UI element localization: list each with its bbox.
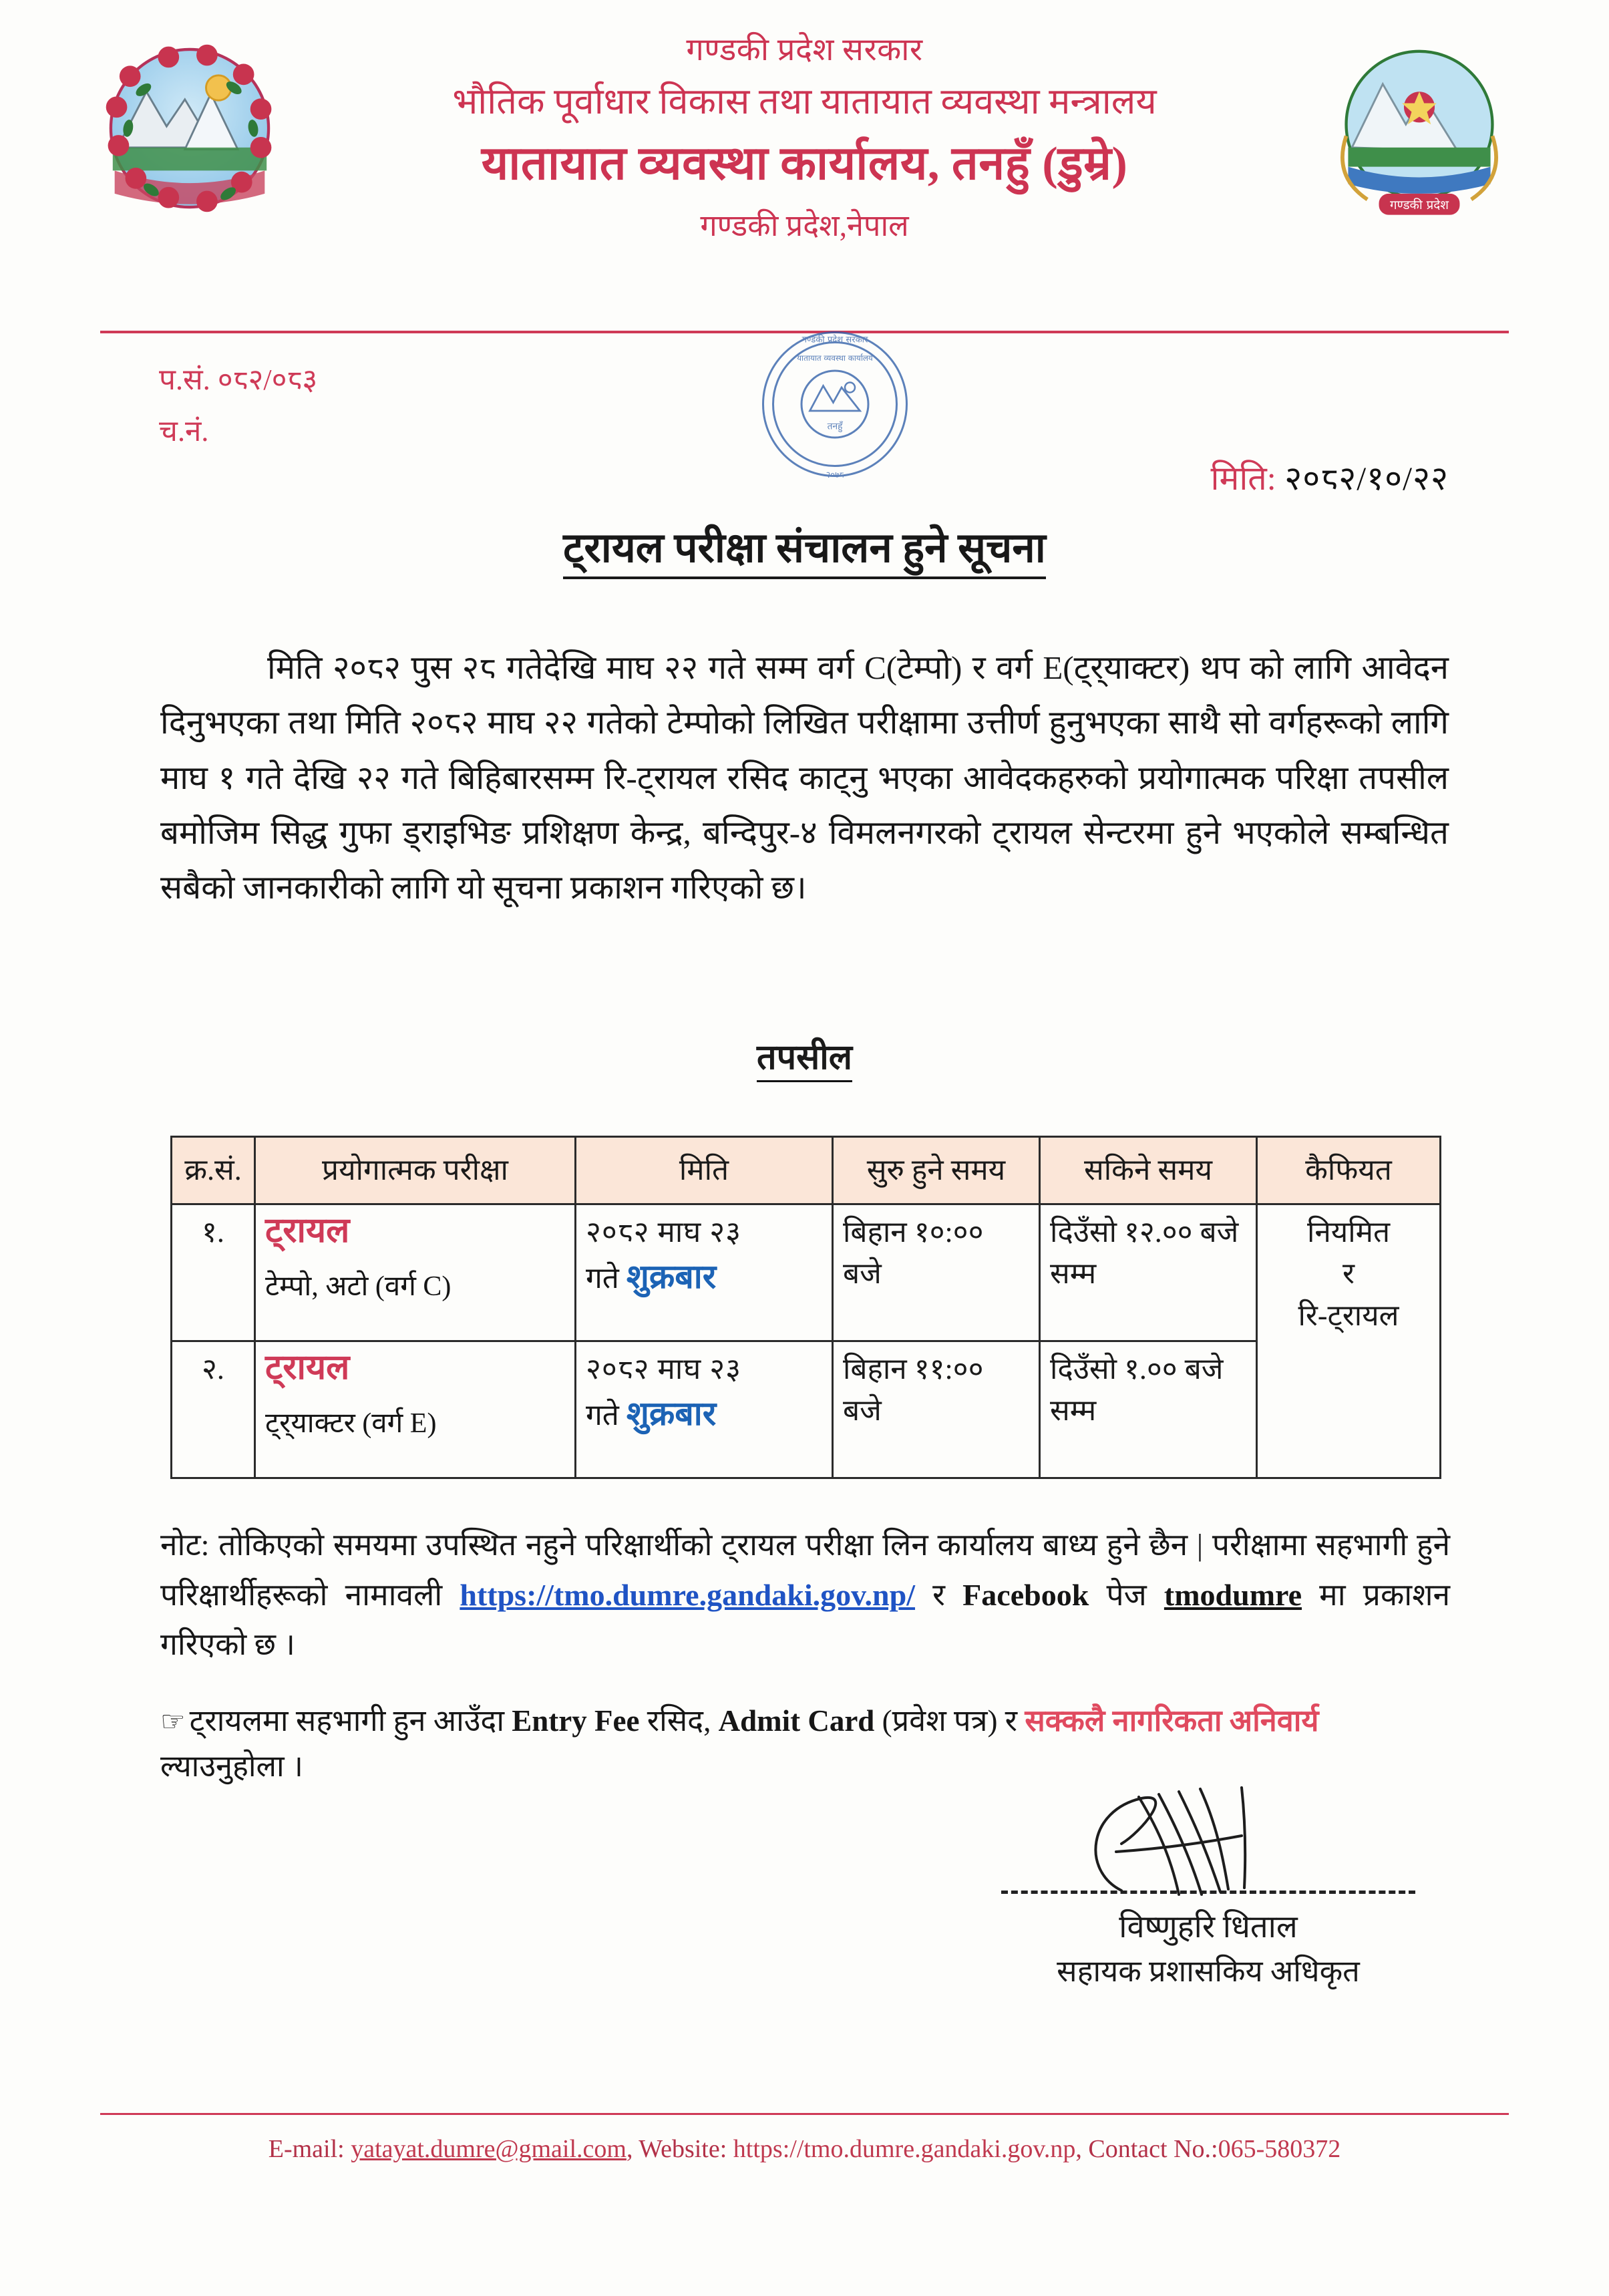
svg-text:यातायात व्यवस्था कार्यालय: यातायात व्यवस्था कार्यालय <box>797 353 873 363</box>
note-text-part-1: नोट: तोकिएको समयमा उपस्थित नहुने परिक्षार्थीको ट्रायल परीक्षा लिन कार्यालय बाध्य हुने छैन | परीक्षामा सहभागी हुने परिक्षार्थीहरूको नामावली <box>160 1528 1450 1612</box>
reference-block <box>159 354 317 457</box>
website-address[interactable]: https://tmo.dumre.gandaki.gov.np <box>733 2135 1076 2163</box>
office-name: यातायात व्यवस्था कार्यालय, तनहुँ (डुम्रे) <box>481 138 1128 190</box>
svg-text:२०७८: २०७८ <box>826 470 844 480</box>
exam-type: ट्रायल <box>265 1212 350 1250</box>
office-round-seal <box>748 321 922 488</box>
patra-sankhya: प.सं. ०८२/०८३ <box>159 363 318 396</box>
signature-block <box>1001 1797 1415 1993</box>
admit-card-label: Admit Card <box>718 1704 875 1738</box>
namavali-link[interactable]: https://tmo.dumre.gandaki.gov.np/ <box>460 1577 916 1612</box>
facebook-page-name[interactable]: tmodumre <box>1164 1577 1302 1612</box>
footer-contact <box>0 2134 1609 2164</box>
entry-fee-label: Entry Fee <box>512 1704 640 1738</box>
svg-text:गण्डकी प्रदेश: गण्डकी प्रदेश <box>1390 198 1449 212</box>
req-text-part-3: (प्रवेश पत्र) र <box>874 1704 1025 1738</box>
req-text-part-1: ट्रायलमा सहभागी हुन आउँदा <box>189 1704 512 1738</box>
req-text-part-2: रसिद, <box>639 1704 719 1738</box>
table-row <box>172 1341 1441 1478</box>
government-name: गण्डकी प्रदेश सरकार <box>686 33 923 67</box>
note-text-part-4: मा प्रकाशन गरिएको छ । <box>160 1577 1450 1662</box>
remarks-line-1: नियमित <box>1306 1216 1391 1249</box>
exam-date-gate: गते <box>586 1262 619 1295</box>
tapasil-heading <box>0 1032 1609 1080</box>
handwritten-signature <box>1001 1797 1415 1891</box>
email-label: E-mail: <box>268 2135 351 2163</box>
contact-label: , Contact No.: <box>1075 2135 1218 2163</box>
row-exam-cell <box>255 1341 576 1478</box>
exam-weekday: शुक्रबार <box>626 1395 717 1433</box>
exam-date: २०८२ माघ २३ <box>586 1353 741 1385</box>
pointing-hand-icon: ☞ <box>160 1707 186 1738</box>
column-header-exam: प्रयोगात्मक परीक्षा <box>255 1137 576 1204</box>
column-header-start: सुरु हुने समय <box>833 1137 1040 1204</box>
exam-type: ट्रायल <box>265 1349 350 1387</box>
website-label: , Website: <box>626 2135 733 2163</box>
req-text-part-4: ल्याउनुहोला । <box>160 1749 303 1783</box>
exam-date-gate: गते <box>586 1399 619 1432</box>
chalani-number: च.नं. <box>159 415 209 448</box>
notice-body-paragraph: मिति २०८२ पुस २८ गतेदेखि माघ २२ गते सम्म वर्ग C(टेम्पो) र वर्ग E(ट्र्याक्टर) थप को लागि आवेदन दिनुभएका तथा मिति २०८२ माघ २२ गतेको टेम्पोको लिखित परीक्षामा उत्तीर्ण हुनुभएका साथै सो वर्गहरूको लागि माघ १ गते देखि २२ गते बिहिबारसम्म रि-ट्रायल रसिद काट्नु भएका आवेदकहरुको प्रयोगात्मक परिक्षा तपसील बमोजिम सिद्ध गुफा ड्राइभिङ प्रशिक्षण केन्द्र, बन्दिपुर-४ विमलनगरको ट्रायल सेन्टरमा हुने भएकोले सम्बन्धित सबैको जानकारीको लागि यो सूचना प्रकाशन गरिएको छ। <box>160 649 1449 907</box>
letter-date <box>1211 454 1449 500</box>
date-value: २०८२/१०/२२ <box>1284 460 1449 497</box>
note-paragraph <box>160 1520 1450 1670</box>
note-text-part-2: र <box>915 1577 963 1612</box>
province-country: गण्डकी प्रदेश,नेपाल <box>700 208 909 242</box>
facebook-label: Facebook <box>962 1577 1089 1612</box>
note-text-part-3: पेज <box>1089 1577 1164 1612</box>
row-end-time: दिउँसो १.०० बजे सम्म <box>1040 1341 1257 1478</box>
exam-vehicle-class: टेम्पो, अटो (वर्ग C) <box>265 1271 452 1303</box>
column-header-date: मिति <box>576 1137 833 1204</box>
column-header-remarks: कैफियत <box>1257 1137 1441 1204</box>
signatory-name: विष्णुहरि धिताल <box>1119 1910 1298 1945</box>
tapasil-heading-text: तपसील <box>757 1039 852 1082</box>
svg-text:तनहुँ: तनहुँ <box>827 421 843 432</box>
remarks-line-2: र <box>1343 1257 1355 1291</box>
row-date-cell <box>576 1204 833 1341</box>
letterhead <box>0 0 1609 314</box>
row-serial-number: १. <box>172 1204 255 1341</box>
row-start-time: बिहान ११:०० बजे <box>833 1341 1040 1478</box>
signatory-designation: सहायक प्रशासकिय अधिकृत <box>1057 1955 1360 1989</box>
email-address[interactable]: yatayat.dumre@gmail.com <box>351 2135 627 2163</box>
gandaki-province-emblem <box>1323 32 1515 224</box>
exam-vehicle-class: ट्र्याक्टर (वर्ग E) <box>265 1408 437 1440</box>
page-title-text: ट्रायल परीक्षा संचालन हुने सूचना <box>563 526 1046 579</box>
table-row <box>172 1204 1441 1341</box>
row-exam-cell <box>255 1204 576 1341</box>
schedule-table <box>170 1136 1441 1479</box>
column-header-end: सकिने समय <box>1040 1137 1257 1204</box>
row-serial-number: २. <box>172 1341 255 1478</box>
exam-weekday: शुक्रबार <box>626 1258 717 1296</box>
page-title <box>0 518 1609 575</box>
footer-divider <box>100 2113 1509 2115</box>
ministry-name: भौतिक पूर्वाधार विकास तथा यातायात व्यवस्था मन्त्रालय <box>452 81 1157 122</box>
column-header-sn: क्र.सं. <box>172 1137 255 1204</box>
row-remarks <box>1257 1204 1441 1478</box>
table-header-row <box>172 1137 1441 1204</box>
contact-number: 065-580372 <box>1218 2135 1341 2163</box>
row-end-time: दिउँसो १२.०० बजे सम्म <box>1040 1204 1257 1341</box>
remarks-line-3: रि-ट्रायल <box>1298 1299 1399 1332</box>
date-label: मिति: <box>1210 460 1276 497</box>
exam-date: २०८२ माघ २३ <box>586 1216 741 1249</box>
row-start-time: बिहान १०:०० बजे <box>833 1204 1040 1341</box>
svg-text:गण्डकी प्रदेश सरकार: गण्डकी प्रदेश सरकार <box>801 335 868 345</box>
citizenship-requirement: सक्कलै नागरिकता अनिवार्य <box>1025 1704 1319 1738</box>
nepal-government-emblem <box>94 32 286 224</box>
row-date-cell <box>576 1341 833 1478</box>
